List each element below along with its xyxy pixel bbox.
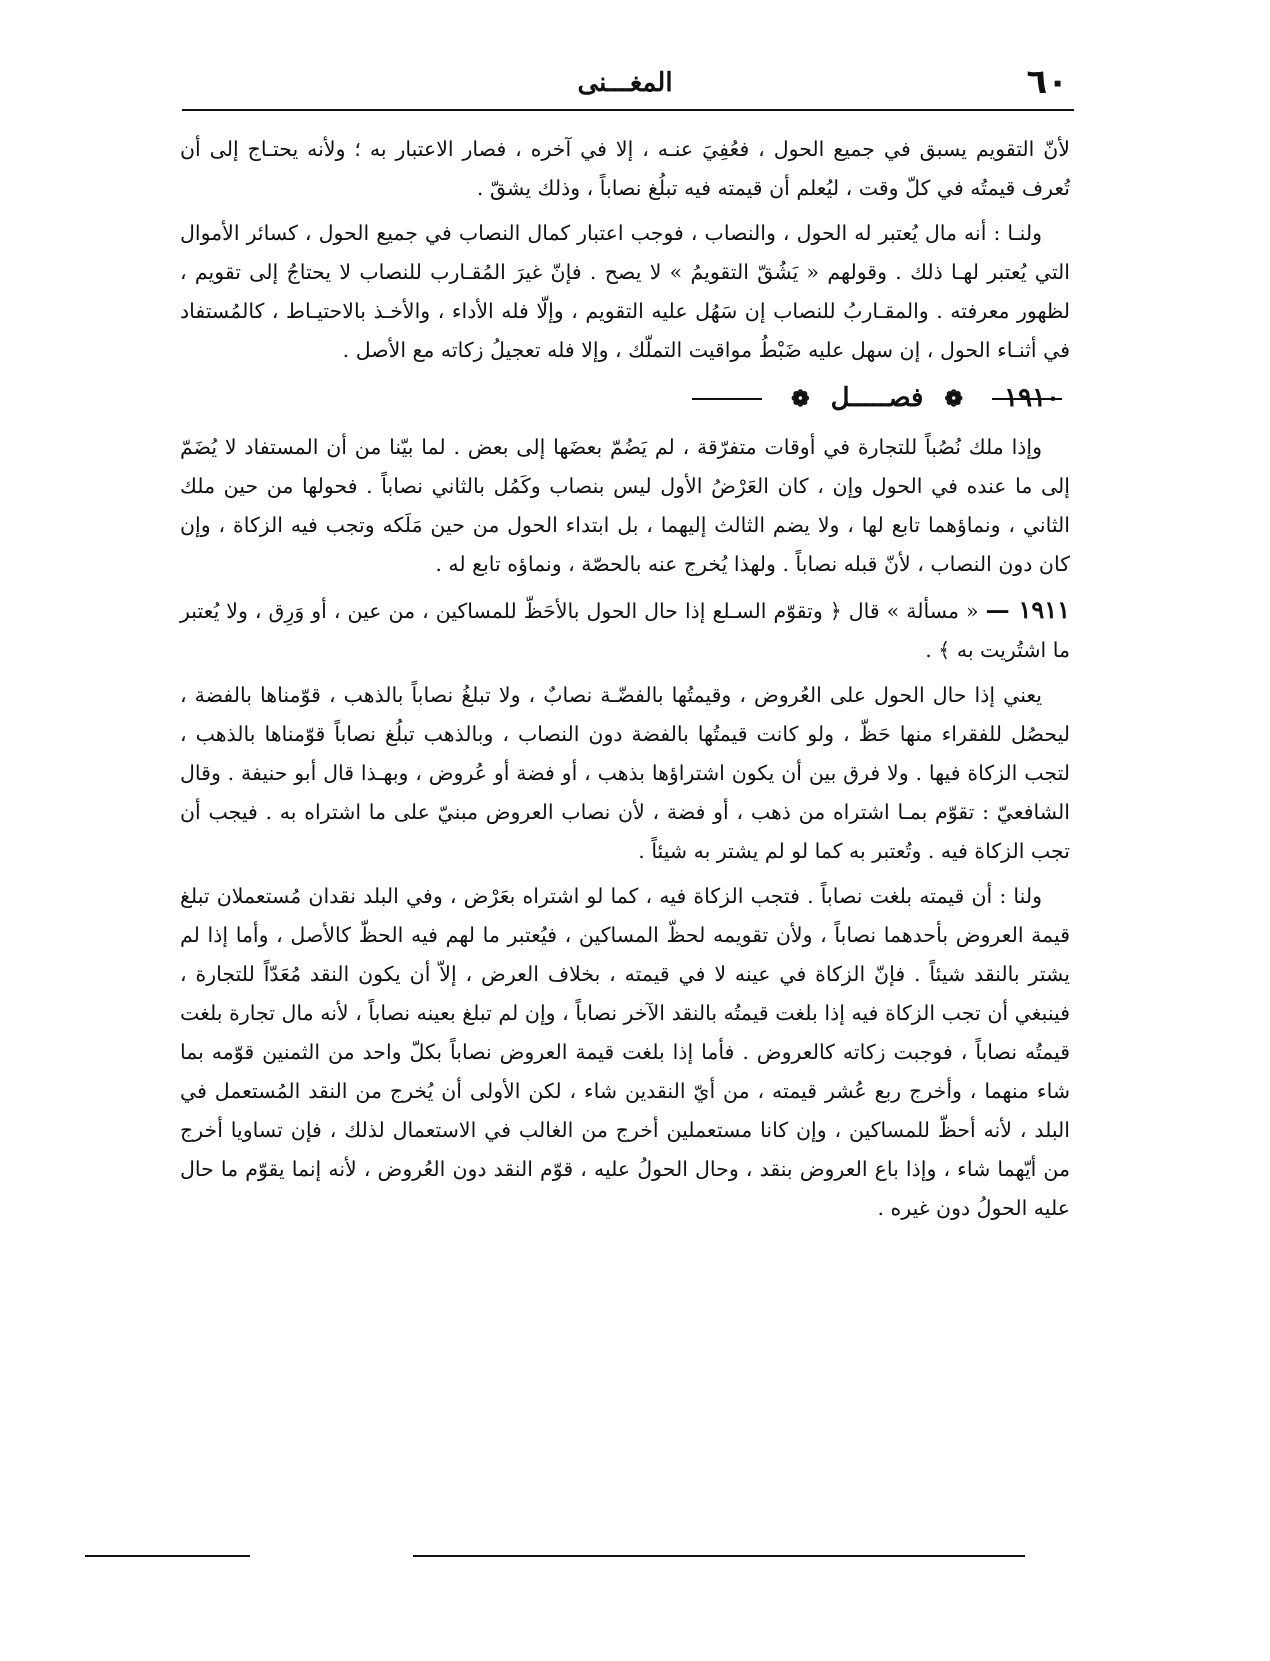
running-title: المغـــنى <box>577 68 673 98</box>
section-title: فصـــــل <box>830 383 924 413</box>
page-number: ٦٠ <box>1026 62 1068 102</box>
header-rule <box>182 109 1074 111</box>
footer-rule-short <box>85 1555 250 1557</box>
footer-rule-long <box>413 1555 1025 1557</box>
paragraph-2: ولنـا : أنه مال يُعتبر له الحول ، والنصاب ، فوجب اعتبار كمال النصاب في جميع الحول ، كسائر الأموال التي يُعتبر لهـا ذلك . وقولهم « يَشُقّ التقويمُ » لا يصح . فإنّ غيرَ المُقـارب للنصاب لا يحتاجُ إلى تقويم ، لظهور معرفته . والمقـاربُ للنصاب إن سَهُل عليه التقويم ، وإلّا فله الأداء ، والأخـذ بالاحتيـاط ، كالمُستفاد في أثنـاء الحول ، إن سهل عليه ضَبْطُ مواقيت التملّك ، وإلا فله تعجيلُ زكاته مع الأصل . <box>180 221 1070 362</box>
page-header <box>180 62 1070 102</box>
flower-ornament-icon: ❁ <box>944 386 963 412</box>
ornament-bar-left <box>992 398 1062 400</box>
issue-paragraph <box>180 590 1070 670</box>
main-text <box>180 130 1070 1234</box>
ornament-bar-right <box>692 398 762 400</box>
paragraph-5: يعني إذا حال الحول على العُروض ، وقيمتُها بالفضّـة نصابٌ ، ولا تبلغُ نصاباً بالذهب ، قوّمناها بالفضة ، ليحصُل للفقراء منها حَظّ ، ولو كانت قيمتُها بالفضة دون النصاب ، وبالذهب تبلُغ نصاباً قوّمناها بالذهب ، لتجب الزكاة فيها . ولا فرق بين أن يكون اشتراؤها بذهب ، أو فضة أو عُروض ، وبهـذا قال أبو حنيفة . وقال الشافعيّ : تقوّم بمـا اشتراه من ذهب ، أو فضة ، لأن نصاب العروض مبنيّ على ما اشتراه به . فيجب أن تجب الزكاة فيه . وتُعتبر به كما لو لم يشتر به شيئاً . <box>180 683 1070 863</box>
paragraph-6: ولنا : أن قيمته بلغت نصاباً . فتجب الزكاة فيه ، كما لو اشتراه بعَرْض ، وفي البلد نقدان مُستعملان تبلغ قيمة العروض بأحدهما نصاباً ، ولأن تقويمه لحظّ المساكين ، فيُعتبر ما لهم فيه الحظّ كالأصل ، وأما إذا لم يشتر بالنقد شيئاً . فإنّ الزكاة في عينه لا في قيمته ، بخلاف العرض ، إلاّ أن يكون النقد مُعَدّاً للتجارة ، فينبغي أن تجب الزكاة فيه إذا بلغت قيمتُه بالنقد الآخر نصاباً ، وإن لم تبلغ بعينه نصاباً ، لأنه مال تجارة بلغت قيمتُه نصاباً ، فوجبت زكاته كالعروض . فأما إذا بلغت قيمة العروض نصاباً بكلّ واحد من الثمنين قوّمه بما شاء منهما ، وأخرج ربع عُشر قيمته ، من أيّ النقدين شاء ، لكن الأولى أن يُخرج من النقد المُستعمل في البلد ، لأنه أحظّ للمساكين ، وإن كانا مستعملين أخرج من الغالب في الاستعمال لذلك ، فإن تساويا أخرج من أيّهما شاء ، وإذا باع العروض بنقد ، وحال الحولُ عليه ، قوّم النقد دون العُروض ، لأنه إنما يقوّم ما حال عليه الحولُ دون غيره . <box>180 884 1070 1220</box>
flower-ornament-icon: ❁ <box>791 386 810 412</box>
issue-text: « مسألة » قال ﴿ وتقوّم السـلع إذا حال الحول بالأحَظّ للمساكين ، من عين ، أو وَرِق ، ولا يُعتبر ما اشتُريت به ﴾ . <box>180 599 1070 662</box>
section-heading <box>180 376 1070 420</box>
section-number: ١٩١٠ <box>1004 383 1060 413</box>
issue-number: ١٩١١ — <box>985 595 1070 624</box>
section-title-block <box>180 376 1070 421</box>
paragraph-3: وإذا ملك نُصُباً للتجارة في أوقات متفرّقة ، لم يَضُمّ بعضَها إلى بعض . لما بيّنا من أن المستفاد لا يُضَمّ إلى ما عنده في الحول وإن ، كان العَرْضُ الأول ليس بنصاب وكَمُل بالثاني نصاباً . فحولها من حين ملك الثاني ، ونماؤهما تابع لها ، ولا يضم الثالث إليهما ، بل ابتداء الحول من حين مَلَكه وتجب فيه الزكاة ، وإن كان دون النصاب ، لأنّ قبله نصاباً . ولهذا يُخرج عنه بالحصّة ، ونماؤه تابع له . <box>180 435 1070 576</box>
paragraph-1: لأنّ التقويم يسبق في جميع الحول ، فعُفِيَ عنـه ، إلا في آخره ، فصار الاعتبار به ؛ ولأنه يحتـاج إلى أن تُعرف قيمتُه في كلّ وقت ، ليُعلم أن قيمته فيه تبلُغ نصاباً ، وذلك يشقّ . <box>180 137 1070 200</box>
